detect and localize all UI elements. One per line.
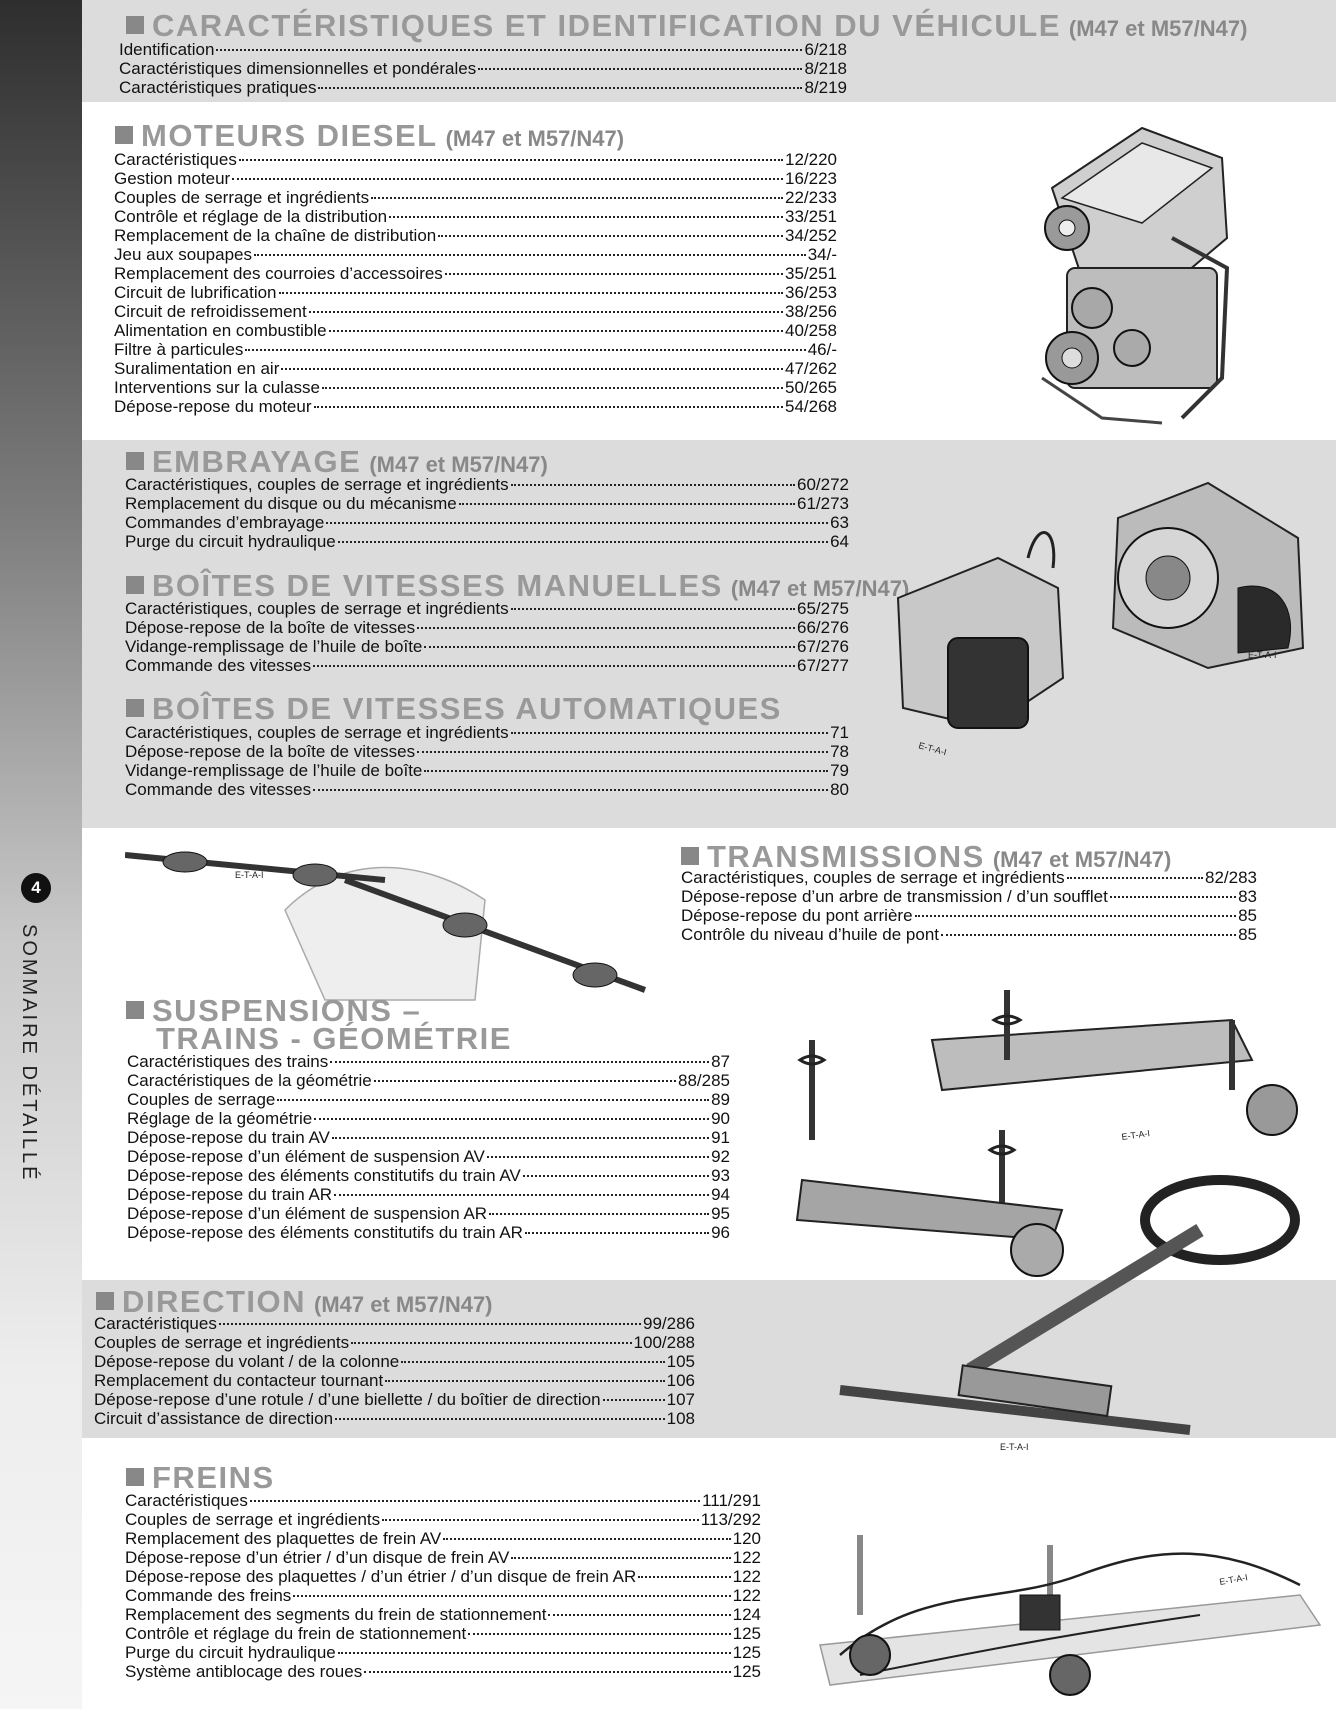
heading-text: BOÎTES DE VITESSES AUTOMATIQUES [152,691,782,726]
dot-leader [216,49,802,51]
toc-entry[interactable] [125,1529,761,1548]
toc-entry-page: 106 [666,1371,695,1390]
toc-entry-page: 78 [830,742,849,761]
dot-leader [523,1175,709,1177]
dot-leader [511,732,828,734]
brakes-illustration [800,1505,1330,1705]
toc-entry-page: 63 [830,513,849,532]
bullet-square [96,1292,114,1310]
toc-entry[interactable] [127,1166,730,1185]
toc-entry[interactable] [94,1390,695,1409]
toc-entry-page: 87 [711,1052,730,1071]
heading-subtitle: (M47 et M57/N47) [369,452,548,477]
dot-leader [371,197,783,199]
toc-entry-label: Remplacement du disque ou du mécanisme [125,494,457,513]
toc-entry-label: Système antiblocage des roues [125,1662,363,1681]
toc-entry[interactable] [125,723,849,742]
heading-freins [126,1462,275,1494]
dot-leader [385,1380,664,1382]
toc-entry-page: 38/256 [785,302,837,321]
toc-entry-page: 67/277 [797,656,849,675]
toc-entry-label: Gestion moteur [114,169,231,188]
toc-entry-label: Vidange-remplissage de l’huile de boîte [125,761,423,780]
toc-entry-page: 8/219 [804,78,847,97]
toc-bva [125,723,849,799]
dot-leader [374,1080,676,1082]
toc-entry-label: Commande des vitesses [125,656,312,675]
toc-entry-page: 96 [711,1223,730,1242]
toc-entry[interactable] [114,359,837,378]
toc-entry[interactable] [125,513,849,532]
dot-leader [281,368,783,370]
dot-leader [322,387,783,389]
toc-entry-label: Contrôle et réglage du frein de stationnement [125,1624,467,1643]
toc-entry-page: 88/285 [678,1071,730,1090]
toc-entry[interactable] [125,637,849,656]
toc-entry-label: Commande des vitesses [125,780,312,799]
toc-entry-label: Dépose-repose d’un élément de suspension AV [127,1147,485,1166]
toc-entry-page: 16/223 [785,169,837,188]
toc-entry-label: Remplacement du contacteur tournant [94,1371,384,1390]
toc-entry[interactable] [125,1662,761,1681]
dot-leader [364,1671,730,1673]
toc-entry[interactable] [94,1371,695,1390]
heading-subtitle: (M47 et M57/N47) [314,1292,493,1317]
dot-leader [334,1194,709,1196]
heading-bva [126,693,782,725]
toc-entry-label: Remplacement des segments du frein de stationnement [125,1605,547,1624]
dot-leader [401,1361,664,1363]
dot-leader [382,1519,699,1521]
heading-subtitle: (M47 et M57/N47) [992,847,1172,872]
toc-entry[interactable] [125,599,849,618]
toc-entry-label: Caractéristiques de la géométrie [127,1071,372,1090]
toc-entry-page: 93 [711,1166,730,1185]
dot-leader [338,1652,731,1654]
toc-entry-label: Purge du circuit hydraulique [125,1643,336,1662]
toc-entry-label: Caractéristiques des trains [127,1052,329,1071]
heading-subtitle: (M47 et M57/N47) [445,126,625,151]
toc-direction [94,1314,695,1428]
toc-entry[interactable] [114,169,837,188]
bullet-square [126,1468,144,1486]
toc-entry[interactable] [125,475,849,494]
toc-suspensions [127,1052,730,1242]
toc-entry-label: Dépose-repose du moteur [114,397,312,416]
toc-entry-label: Remplacement des plaquettes de frein AV [125,1529,442,1548]
toc-entry[interactable] [125,1491,761,1510]
dot-leader [313,789,828,791]
toc-entry-page: 47/262 [785,359,837,378]
toc-entry[interactable] [114,207,837,226]
toc-entry-page: 36/253 [785,283,837,302]
toc-entry-page: 122 [732,1548,761,1567]
dot-leader [219,1323,641,1325]
toc-entry[interactable] [125,1624,761,1643]
dot-leader [277,1099,709,1101]
toc-entry[interactable] [114,226,837,245]
dot-leader [511,484,795,486]
toc-entry-label: Caractéristiques pratiques [119,78,317,97]
dot-leader [438,235,783,237]
toc-entry-page: 54/268 [785,397,837,416]
dot-leader [314,1118,709,1120]
toc-entry-label: Caractéristiques dimensionnelles et pondérales [119,59,477,78]
etai-label: E-T-A-I [917,740,948,758]
toc-entry[interactable] [114,245,837,264]
dot-leader [468,1633,730,1635]
toc-entry[interactable] [125,761,849,780]
dot-leader [314,406,783,408]
toc-entry-label: Réglage de la géométrie [127,1109,313,1128]
dot-leader [232,178,783,180]
toc-entry[interactable] [125,1510,761,1529]
toc-entry-page: 99/286 [643,1314,695,1333]
toc-entry[interactable] [125,1605,761,1624]
toc-entry[interactable] [114,188,837,207]
toc-entry-label: Couples de serrage et ingrédients [114,188,370,207]
toc-entry[interactable] [114,264,837,283]
toc-entry-page: 65/275 [797,599,849,618]
toc-entry-page: 12/220 [785,150,837,169]
dot-leader [487,1156,709,1158]
dot-leader [489,1213,709,1215]
toc-entry-label: Caractéristiques [94,1314,217,1333]
toc-entry-label: Dépose-repose d’un élément de suspension AR [127,1204,488,1223]
toc-entry-page: 64 [830,532,849,551]
toc-entry[interactable] [119,78,847,97]
toc-entry-page: 34/252 [785,226,837,245]
toc-entry[interactable] [681,925,1257,944]
sidebar-title: SOMMAIRE DÉTAILLÉ [18,924,40,1183]
dot-leader [313,665,795,667]
toc-entry-label: Couples de serrage et ingrédients [125,1510,381,1529]
heading-text: CARACTÉRISTIQUES ET IDENTIFICATION DU VÉHICULE [152,8,1061,43]
toc-entry[interactable] [114,321,837,340]
toc-entry-page: 91 [711,1128,730,1147]
toc-entry-page: 100/288 [633,1333,695,1352]
dot-leader [511,608,795,610]
toc-entry-page: 95 [711,1204,730,1223]
toc-entry-label: Couples de serrage et ingrédients [94,1333,350,1352]
toc-entry[interactable] [125,618,849,637]
dot-leader [309,311,783,313]
dot-leader [1110,896,1236,898]
dot-leader [478,68,802,70]
toc-entry[interactable] [125,1586,761,1605]
toc-entry[interactable] [94,1409,695,1428]
bullet-square [126,16,144,34]
dot-leader [1067,877,1203,879]
toc-entry[interactable] [127,1147,730,1166]
toc-identification [119,40,847,97]
toc-entry[interactable] [114,150,837,169]
sidebar-band [0,0,82,1709]
toc-moteurs [114,150,837,416]
dot-leader [293,1595,730,1597]
toc-entry-page: 120 [732,1529,761,1548]
toc-entry[interactable] [94,1352,695,1371]
toc-entry[interactable] [114,283,837,302]
toc-entry-label: Contrôle et réglage de la distribution [114,207,388,226]
dot-leader [445,273,783,275]
toc-entry[interactable] [125,494,849,513]
dot-leader [332,1137,709,1139]
dot-leader [335,1418,665,1420]
toc-entry-page: 79 [830,761,849,780]
toc-entry[interactable] [127,1090,730,1109]
toc-entry-page: 125 [732,1662,761,1681]
toc-entry[interactable] [119,59,847,78]
dot-leader [603,1399,665,1401]
toc-entry-label: Circuit de refroidissement [114,302,307,321]
steering-illustration [830,1150,1310,1450]
toc-entry-label: Suralimentation en air [114,359,280,378]
toc-entry-page: 22/233 [785,188,837,207]
toc-entry-label: Dépose-repose d’un arbre de transmission / d’un soufflet [681,887,1108,906]
etai-label: E-T-A-I [1218,1572,1249,1587]
toc-entry-page: 82/283 [1205,868,1257,887]
toc-entry[interactable] [114,302,837,321]
dot-leader [318,87,802,89]
toc-entry-page: 34/- [807,245,837,264]
toc-entry-label: Identification [119,40,215,59]
dot-leader [351,1342,631,1344]
etai-label: E-T-A-I [235,870,264,880]
heading-text: MOTEURS DIESEL [141,118,438,153]
toc-entry-label: Caractéristiques, couples de serrage et ingrédients [125,599,509,618]
page-number: 4 [21,873,51,903]
toc-entry[interactable] [127,1204,730,1223]
dot-leader [239,159,783,161]
toc-entry[interactable] [114,397,837,416]
toc-entry[interactable] [114,340,837,359]
toc-entry[interactable] [125,1643,761,1662]
toc-entry-label: Couples de serrage [127,1090,276,1109]
toc-entry-page: 8/218 [804,59,847,78]
heading-text: BOÎTES DE VITESSES MANUELLES [152,568,723,603]
toc-entry-label: Dépose-repose du pont arrière [681,906,913,925]
dot-leader [329,330,783,332]
toc-entry[interactable] [125,532,849,551]
toc-entry[interactable] [125,742,849,761]
toc-entry-label: Caractéristiques, couples de serrage et ingrédients [125,723,509,742]
dot-leader [638,1576,730,1578]
toc-entry-label: Dépose-repose d’une rotule / d’une biellette / du boîtier de direction [94,1390,601,1409]
toc-entry-label: Commande des freins [125,1586,292,1605]
toc-entry-label: Circuit d’assistance de direction [94,1409,334,1428]
toc-entry-label: Vidange-remplissage de l’huile de boîte [125,637,423,656]
engine-illustration [1022,118,1234,438]
toc-entry-label: Remplacement de la chaîne de distribution [114,226,437,245]
dot-leader [417,627,795,629]
toc-entry-page: 122 [732,1586,761,1605]
heading-suspensions-line2: TRAINS - GÉOMÉTRIE [156,1021,512,1056]
toc-entry[interactable] [94,1333,695,1352]
toc-entry-page: 67/276 [797,637,849,656]
toc-entry-label: Circuit de lubrification [114,283,277,302]
toc-entry-page: 113/292 [700,1510,761,1529]
dot-leader [915,915,1237,917]
heading-text: DIRECTION [122,1284,306,1319]
toc-entry-page: 60/272 [797,475,849,494]
bullet-square [126,576,144,594]
toc-entry-label: Dépose-repose du volant / de la colonne [94,1352,400,1371]
dot-leader [941,934,1236,936]
gearbox-illustration [878,478,1328,768]
toc-entry-label: Remplacement des courroies d’accessoires [114,264,443,283]
toc-entry-label: Dépose-repose du train AV [127,1128,330,1147]
heading-text: SUSPENSIONS – [152,993,422,1028]
heading-subtitle: (M47 et M57/N47) [1068,16,1248,41]
toc-entry[interactable] [125,656,849,675]
toc-entry-page: 71 [830,723,849,742]
toc-entry[interactable] [127,1071,730,1090]
bullet-square [126,452,144,470]
toc-entry-label: Dépose-repose de la boîte de vitesses [125,742,416,761]
toc-entry-page: 40/258 [785,321,837,340]
dot-leader [511,1557,730,1559]
toc-entry-page: 83 [1238,887,1257,906]
dot-leader [338,541,828,543]
toc-entry-page: 124 [732,1605,761,1624]
toc-entry[interactable] [127,1185,730,1204]
dot-leader [525,1232,709,1234]
toc-entry-page: 46/- [807,340,837,359]
toc-entry-label: Jeu aux soupapes [114,245,252,264]
toc-entry-page: 35/251 [785,264,837,283]
dot-leader [389,216,783,218]
toc-entry-page: 89 [711,1090,730,1109]
toc-entry-page: 92 [711,1147,730,1166]
toc-entry-label: Dépose-repose d’un étrier / d’un disque de frein AV [125,1548,510,1567]
toc-entry[interactable] [681,887,1257,906]
toc-entry-page: 107 [666,1390,695,1409]
dot-leader [245,349,805,351]
toc-entry[interactable] [114,378,837,397]
toc-entry-page: 125 [732,1643,761,1662]
toc-entry-label: Interventions sur la culasse [114,378,320,397]
dot-leader [459,503,795,505]
dot-leader [326,522,828,524]
toc-entry-page: 66/276 [797,618,849,637]
toc-entry[interactable] [94,1314,695,1333]
toc-entry-page: 90 [711,1109,730,1128]
toc-entry-page: 85 [1238,925,1257,944]
toc-entry[interactable] [125,780,849,799]
etai-label: E-T-A-I [1248,650,1277,660]
dot-leader [548,1614,730,1616]
toc-entry-label: Commandes d’embrayage [125,513,325,532]
toc-entry-page: 33/251 [785,207,837,226]
bullet-square [126,699,144,717]
dot-leader [424,646,795,648]
toc-entry[interactable] [127,1052,730,1071]
toc-entry[interactable] [127,1109,730,1128]
toc-entry-label: Contrôle du niveau d’huile de pont [681,925,940,944]
heading-text: FREINS [152,1460,275,1495]
toc-freins [125,1491,761,1681]
toc-entry-page: 61/273 [797,494,849,513]
toc-entry[interactable] [125,1548,761,1567]
toc-entry-label: Filtre à particules [114,340,244,359]
heading-text: TRANSMISSIONS [707,839,985,874]
dot-leader [254,254,806,256]
dot-leader [330,1061,709,1063]
toc-entry-page: 111/291 [702,1491,761,1510]
toc-entry-page: 50/265 [785,378,837,397]
toc-entry-label: Dépose-repose des éléments constitutifs du train AV [127,1166,521,1185]
etai-label: E-T-A-I [1120,1128,1151,1142]
etai-label: E-T-A-I [1000,1442,1029,1450]
dot-leader [443,1538,730,1540]
toc-entry-label: Caractéristiques [114,150,237,169]
toc-entry-label: Dépose-repose du train AR [127,1185,333,1204]
toc-entry-label: Caractéristiques, couples de serrage et ingrédients [681,868,1065,887]
toc-entry-page: 80 [830,780,849,799]
toc-entry[interactable] [125,1567,761,1586]
bullet-square [681,847,699,865]
driveshaft-illustration [125,830,655,1010]
toc-entry-page: 125 [732,1624,761,1643]
toc-entry-label: Alimentation en combustible [114,321,327,340]
toc-entry-label: Caractéristiques [125,1491,248,1510]
toc-entry-page: 105 [666,1352,695,1371]
dot-leader [417,751,828,753]
toc-entry-label: Dépose-repose des plaquettes / d’un étrier / d’un disque de frein AR [125,1567,637,1586]
toc-entry-label: Purge du circuit hydraulique [125,532,336,551]
toc-entry[interactable] [119,40,847,59]
toc-entry-page: 6/218 [804,40,847,59]
toc-entry[interactable] [127,1128,730,1147]
toc-embrayage [125,475,849,551]
toc-entry-label: Dépose-repose des éléments constitutifs du train AR [127,1223,523,1242]
toc-entry-page: 94 [711,1185,730,1204]
toc-transmissions [681,868,1257,944]
toc-entry-label: Dépose-repose de la boîte de vitesses [125,618,416,637]
heading-subtitle: (M47 et M57/N47) [730,576,910,601]
dot-leader [279,292,783,294]
toc-entry[interactable] [681,868,1257,887]
heading-text: EMBRAYAGE [152,444,362,479]
toc-entry-label: Caractéristiques, couples de serrage et ingrédients [125,475,509,494]
bullet-square [115,126,133,144]
toc-entry-page: 108 [666,1409,695,1428]
dot-leader [250,1500,700,1502]
bullet-square [126,1001,144,1019]
toc-entry-page: 85 [1238,906,1257,925]
dot-leader [424,770,828,772]
toc-entry[interactable] [681,906,1257,925]
toc-entry-page: 122 [732,1567,761,1586]
toc-bvm [125,599,849,675]
toc-entry[interactable] [127,1223,730,1242]
